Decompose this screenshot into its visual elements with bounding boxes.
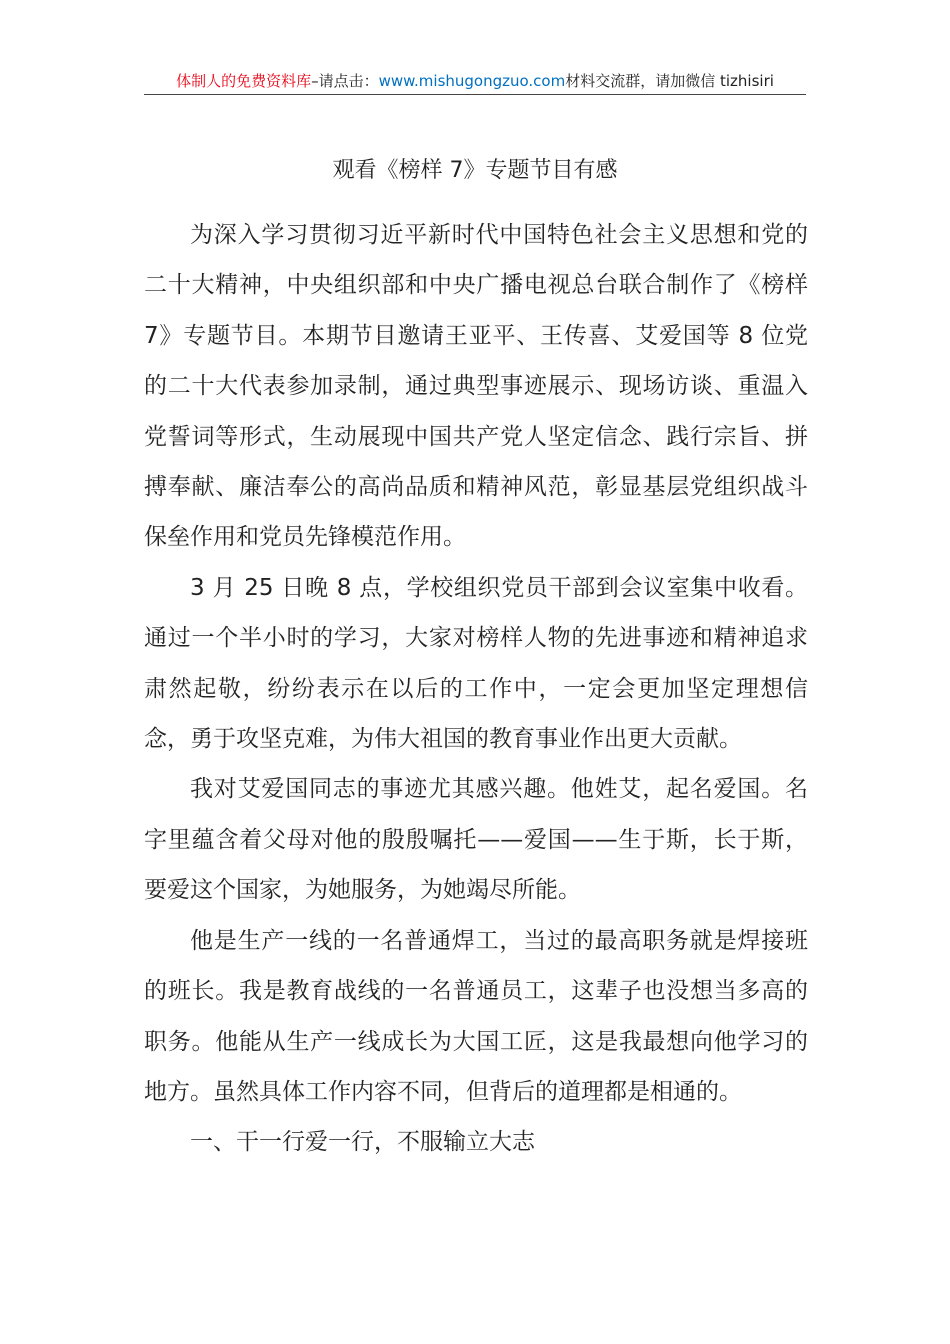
header-suffix: 材料交流群，请加微信 tizhisiri	[565, 72, 774, 90]
section-heading-1: 一、干一行爱一行，不服输立大志	[190, 1129, 535, 1156]
document-body	[144, 210, 808, 1168]
page-header	[144, 70, 806, 95]
document-title: 观看《榜样 7》专题节目有感	[332, 158, 618, 183]
paragraph-2: 3 月 25 日晚 8 点，学校组织党员干部到会议室集中收看。通过一个半小时的学习，大家对榜样人物的先进事迹和精神追求肃然起敬，纷纷表示在以后的工作中，一定会更加坚定理想信念，勇于攻坚克难，为伟大祖国的教育事业作出更大贡献。	[144, 574, 808, 753]
paragraph-1: 为深入学习贯彻习近平新时代中国特色社会主义思想和党的二十大精神，中央组织部和中央广播电视总台联合制作了《榜样 7》专题节目。本期节目邀请王亚平、王传喜、艾爱国等 8 位党的二十大代表参加录制，通过典型事迹展示、现场访谈、重温入党誓词等形式，生动展现中国共产党人坚定信念、践行宗旨、拼搏奉献、廉洁奉公的高尚品质和精神风范，彰显基层党组织战斗保垒作用和党员先锋模范作用。	[144, 222, 808, 551]
paragraph-3: 我对艾爱国同志的事迹尤其感兴趣。他姓艾，起名爱国。名字里蕴含着父母对他的殷殷嘱托——爱国——生于斯，长于斯，要爱这个国家，为她服务，为她竭尽所能。	[144, 776, 808, 904]
paragraph-4: 他是生产一线的一名普通焊工，当过的最高职务就是焊接班的班长。我是教育战线的一名普通员工，这辈子也没想当多高的职务。他能从生产一线成长为大国工匠，这是我最想向他学习的地方。虽然具体工作内容不同，但背后的道理都是相通的。	[144, 927, 808, 1105]
header-link[interactable]: www.mishugongzuo.com	[378, 72, 566, 90]
header-brand: 体制人的免费资料库	[176, 72, 312, 90]
header-prompt: –请点击：	[311, 72, 379, 90]
